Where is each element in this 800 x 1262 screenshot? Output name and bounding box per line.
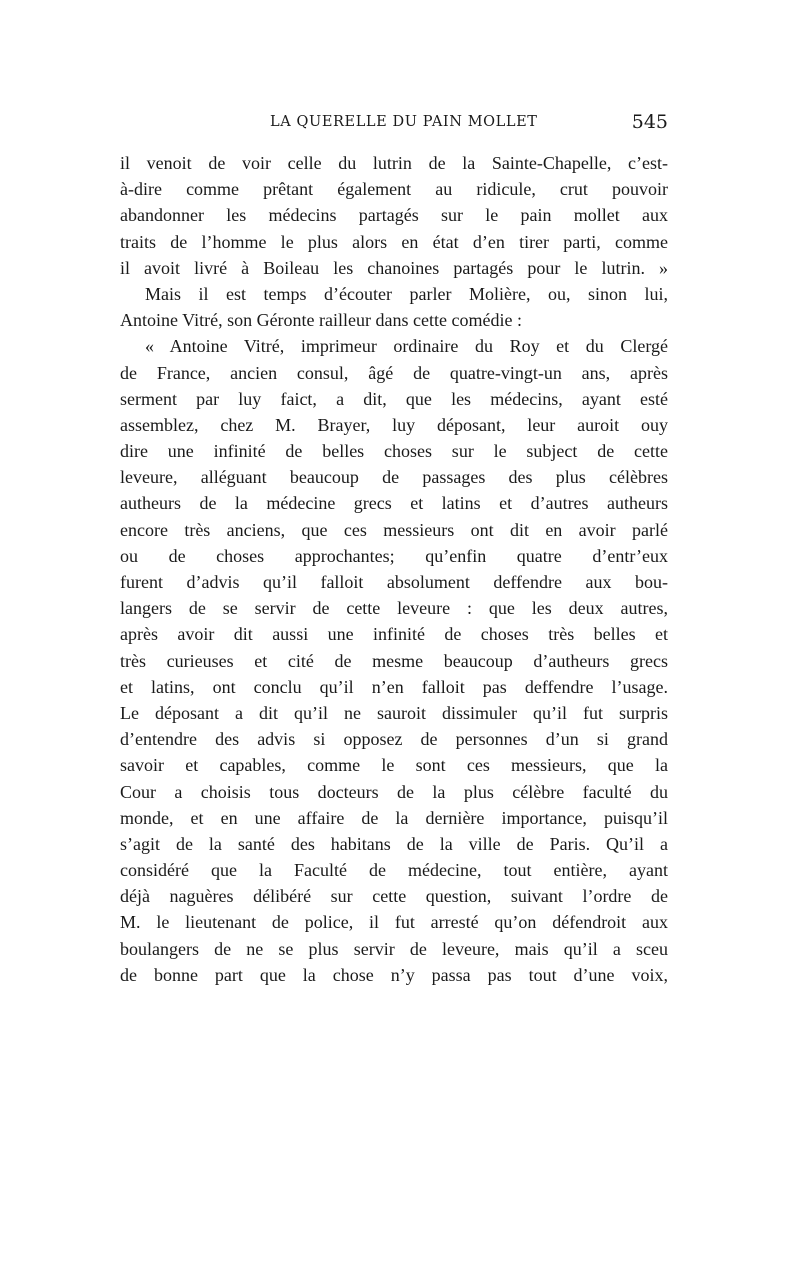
text-line: monde, et en une affaire de la dernière importance, puisqu’il xyxy=(120,807,668,828)
text-line: ou de choses approchantes; qu’enfin quatre d’entr’eux xyxy=(120,545,668,566)
running-head xyxy=(120,111,668,138)
text-line: traits de l’homme le plus alors en état d’en tirer parti, comme xyxy=(120,231,668,252)
text-line: d’entendre des advis si opposez de personnes d’un si grand xyxy=(120,729,668,750)
page-number: 545 xyxy=(631,111,668,133)
text-line: « Antoine Vitré, imprimeur ordinaire du Roy et du Clergé xyxy=(145,336,668,357)
text-line: langers de se servir de cette leveure : que les deux autres, xyxy=(120,598,668,619)
text-line: il venoit de voir celle du lutrin de la Sainte-Chapelle, c’est- xyxy=(120,153,668,173)
text-line: de France, ancien consul, âgé de quatre-vingt-un ans, après xyxy=(120,362,668,383)
text-line: Mais il est temps d’écouter parler Molière, ou, sinon lui, xyxy=(145,283,668,304)
text-line: s’agit de la santé des habitans de la ville de Paris. Qu’il a xyxy=(120,833,668,854)
text-line: assemblez, chez M. Brayer, luy déposant, leur auroit ouy xyxy=(120,414,668,435)
text-line: après avoir dit aussi une infinité de choses très belles et xyxy=(120,624,668,645)
body-text xyxy=(120,150,668,988)
text-line: abandonner les médecins partagés sur le pain mollet aux xyxy=(120,205,668,226)
text-line: M. le lieutenant de police, il fut arresté qu’on défendroit aux xyxy=(120,912,668,933)
text-line: furent d’advis qu’il falloit absolument deffendre aux bou- xyxy=(120,572,668,592)
text-line: savoir et capables, comme le sont ces messieurs, que la xyxy=(120,755,668,776)
text-line: considéré que la Faculté de médecine, tout entière, ayant xyxy=(120,860,668,881)
text-line: Le déposant a dit qu’il ne sauroit dissimuler qu’il fut surpris xyxy=(120,702,668,723)
text-line: déjà naguères délibéré sur cette question, suivant l’ordre de xyxy=(120,886,668,907)
text-line: Cour a choisis tous docteurs de la plus célèbre faculté du xyxy=(120,781,668,802)
text-line: autheurs de la médecine grecs et latins et d’autres autheurs xyxy=(120,493,668,514)
text-line: Antoine Vitré, son Géronte railleur dans cette comédie : xyxy=(120,310,522,331)
text-line: leveure, alléguant beaucoup de passages des plus célèbres xyxy=(120,467,668,488)
text-line: et latins, ont conclu qu’il n’en falloit pas deffendre l’usage. xyxy=(120,676,668,697)
text-line: à-dire comme prêtant également au ridicule, crut pouvoir xyxy=(120,179,668,200)
running-title: LA QUERELLE DU PAIN MOLLET xyxy=(270,114,538,130)
text-line: dire une infinité de belles choses sur le subject de cette xyxy=(120,441,668,462)
text-line: il avoit livré à Boileau les chanoines partagés pour le lutrin. » xyxy=(120,257,668,278)
text-line: serment par luy faict, a dit, que les médecins, ayant esté xyxy=(120,388,668,409)
text-line: très curieuses et cité de mesme beaucoup d’autheurs grecs xyxy=(120,650,668,671)
text-line: boulangers de ne se plus servir de leveure, mais qu’il a sceu xyxy=(120,938,668,959)
text-line: encore très anciens, que ces messieurs ont dit en avoir parlé xyxy=(120,519,668,540)
text-line: de bonne part que la chose n’y passa pas tout d’une voix, xyxy=(120,964,668,985)
